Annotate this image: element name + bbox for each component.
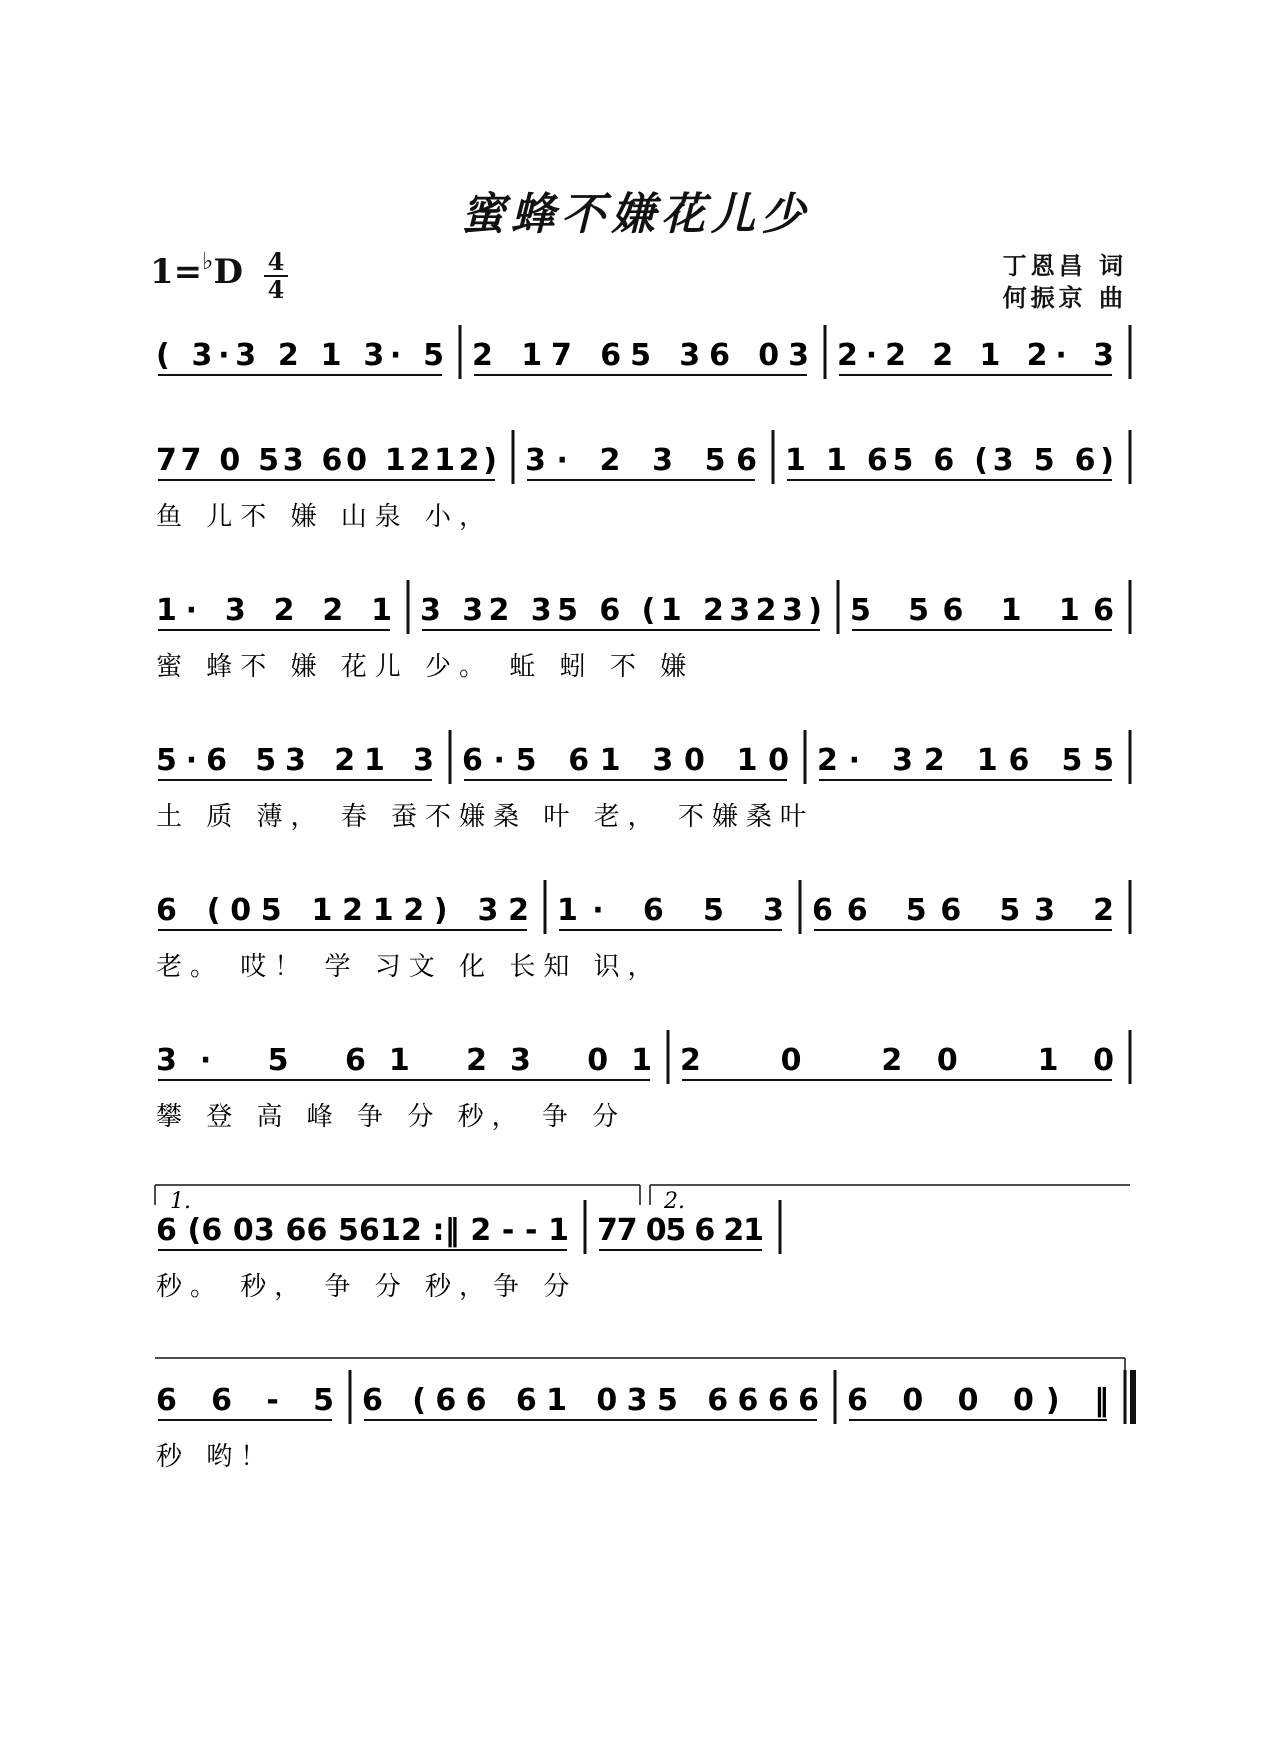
- measure-notes: 2· 32 16 55: [817, 743, 1114, 778]
- lyrics-line: 鱼 儿不 嫌 山泉 小，: [156, 502, 494, 532]
- measure-notes: 2·2 2 1 2· 3: [837, 338, 1114, 373]
- measure-notes: 66 56 53 2: [812, 893, 1114, 928]
- lyrics-line: 土 质 薄， 春 蚕不嫌桑 叶 老， 不嫌桑叶: [156, 802, 814, 832]
- measure-notes: 1· 6 5 3: [557, 893, 784, 928]
- measure-notes: 6 (05 1212) 32: [156, 893, 529, 928]
- measure-notes: 2 0 20 10: [680, 1043, 1114, 1078]
- measure-notes: 2 17 65 36 03: [472, 338, 809, 373]
- measure-notes: 3· 5 61 23 01: [156, 1043, 652, 1078]
- measure-notes: 5·6 53 21 3: [156, 743, 434, 778]
- key-signature: 1=♭D: [150, 246, 243, 292]
- measure-notes: 1 1 65 6 (3 5 6): [785, 443, 1114, 478]
- measure-notes: 6 (66 61 035 6666: [362, 1383, 819, 1418]
- lyricist-credit: 丁恩昌 词: [1002, 252, 1127, 280]
- volta-2-label: 2.: [664, 1189, 685, 1214]
- measure-notes: 5 56 1 16: [850, 593, 1114, 628]
- lyrics-line: 蜜 蜂不 嫌 花儿 少。 蚯 蚓 不 嫌: [156, 652, 695, 682]
- measure-notes: 6 (6 03 66 5612 :‖ 2 - - 1: [156, 1213, 569, 1248]
- measure-notes: ( 3·3 2 1 3· 5: [156, 338, 444, 373]
- measure-notes: 6 0 0 0) ‖: [847, 1383, 1109, 1418]
- volta-1-label: 1.: [170, 1189, 191, 1214]
- measure-notes: 3· 2 3 56: [525, 443, 757, 478]
- measure-notes: 77 05 6 21: [597, 1213, 764, 1248]
- time-signature: 4 4: [262, 250, 290, 302]
- measure-notes: 1· 3 2 2 1: [156, 593, 392, 628]
- measure-notes: 3 32 35 6 (1 2323): [420, 593, 822, 628]
- measure-notes: 6 6 - 5: [156, 1383, 334, 1418]
- measure-notes: 6·5 61 30 10: [462, 743, 789, 778]
- lyrics-line: 秒。 秒， 争 分 秒，争 分: [156, 1272, 578, 1302]
- measure-notes: 77 0 53 60 1212): [156, 443, 497, 478]
- composer-credit: 何振京 曲: [1002, 284, 1127, 312]
- lyrics-line: 攀 登 高 峰 争 分 秒， 争 分: [156, 1102, 627, 1132]
- lyrics-line: 老。 哎！ 学 习文 化 长知 识，: [156, 952, 662, 982]
- song-title: 蜜蜂不嫌花儿少: [461, 189, 811, 240]
- lyrics-line: 秒 哟！: [156, 1442, 275, 1472]
